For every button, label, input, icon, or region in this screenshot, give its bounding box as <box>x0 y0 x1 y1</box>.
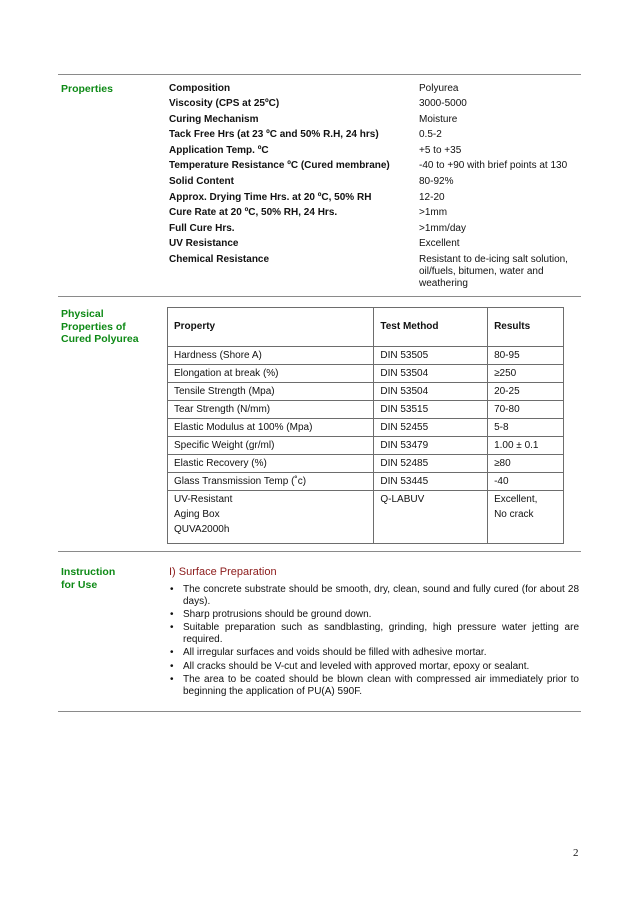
property-name: Approx. Drying Time Hrs. at 20 ºC, 50% RH <box>169 192 372 203</box>
bottom-rule <box>58 711 581 712</box>
cell-line: No crack <box>494 509 534 520</box>
cell-property: Glass Transmission Temp (˚c) <box>168 473 374 491</box>
cell-line: QUVA2000h <box>174 524 230 535</box>
cell-property: Tensile Strength (Mpa) <box>168 383 374 401</box>
property-name: Full Cure Hrs. <box>169 223 235 234</box>
list-item <box>169 584 579 608</box>
property-name: Temperature Resistance ºC (Cured membrane) <box>169 160 390 171</box>
surface-preparation-list <box>169 584 579 699</box>
cell-result: 70-80 <box>488 401 564 419</box>
cell-result: -40 <box>488 473 564 491</box>
physical-title-line: Physical <box>61 308 104 320</box>
table-row <box>168 419 564 437</box>
list-item-text: Suitable preparation such as sandblasting, grinding, high pressure water jetting are required. <box>183 622 579 646</box>
instruction-title-line: Instruction <box>61 566 116 578</box>
cell-result: 80-95 <box>488 347 564 365</box>
rule-after-physical <box>58 551 581 552</box>
cell-result: ≥250 <box>488 365 564 383</box>
cell-test-method: DIN 53515 <box>374 401 488 419</box>
list-item-text: All irregular surfaces and voids should be filled with adhesive mortar. <box>183 647 487 659</box>
instruction-section-title <box>61 566 115 591</box>
property-value: 3000-5000 <box>419 98 467 109</box>
cell-result: ≥80 <box>488 455 564 473</box>
properties-section-title: Properties <box>61 83 113 95</box>
cell-property: Elongation at break (%) <box>168 365 374 383</box>
top-rule <box>58 74 581 75</box>
table-row <box>168 437 564 455</box>
cell-test-method <box>374 491 488 544</box>
property-value: Polyurea <box>419 83 459 94</box>
property-name: Chemical Resistance <box>169 254 270 265</box>
table-header-row <box>168 308 564 347</box>
table-row <box>168 383 564 401</box>
cell-test-method: DIN 53505 <box>374 347 488 365</box>
cell-property <box>168 491 374 544</box>
cell-property: Elastic Recovery (%) <box>168 455 374 473</box>
property-value: >1mm/day <box>419 223 466 234</box>
physical-title-line: Properties of <box>61 320 126 333</box>
property-value: -40 to +90 with brief points at 130 <box>419 160 568 171</box>
list-item-text: Sharp protrusions should be ground down. <box>183 609 372 621</box>
property-name: UV Resistance <box>169 238 239 249</box>
property-name: Solid Content <box>169 176 234 187</box>
table-row <box>168 365 564 383</box>
instruction-title-line: for Use <box>61 578 98 591</box>
property-value: Moisture <box>419 114 458 125</box>
property-value: Resistant to de-icing salt solution, oil/fuels, bitumen, water and weathering <box>419 254 568 289</box>
bullet-icon: • <box>170 674 174 686</box>
table-row <box>168 491 564 544</box>
physical-section-title <box>61 308 139 346</box>
cell-line: Aging Box <box>174 509 220 520</box>
cell-test-method: DIN 53445 <box>374 473 488 491</box>
list-item <box>169 622 579 646</box>
table-row <box>168 455 564 473</box>
table-row <box>168 401 564 419</box>
cell-result <box>488 491 564 544</box>
page-number: 2 <box>573 847 579 859</box>
cell-property: Hardness (Shore A) <box>168 347 374 365</box>
property-value: 12-20 <box>419 192 445 203</box>
cell-test-method: DIN 53504 <box>374 383 488 401</box>
property-value: 0.5-2 <box>419 129 442 140</box>
cell-line: UV-Resistant <box>174 494 233 505</box>
property-name: Tack Free Hrs (at 23 ºC and 50% R.H, 24 hrs) <box>169 129 379 140</box>
bullet-icon: • <box>170 660 174 672</box>
cell-test-method: DIN 52455 <box>374 419 488 437</box>
list-item <box>169 647 579 659</box>
bullet-icon: • <box>170 609 174 621</box>
list-item <box>169 674 579 698</box>
cell-property: Elastic Modulus at 100% (Mpa) <box>168 419 374 437</box>
table-row <box>168 347 564 365</box>
cell-property: Tear Strength (N/mm) <box>168 401 374 419</box>
cell-property: Specific Weight (gr/ml) <box>168 437 374 455</box>
list-item-text: The concrete substrate should be smooth, dry, clean, sound and fully cured (for about 28 days). <box>183 584 579 607</box>
bullet-icon: • <box>170 622 174 634</box>
cell-result: 1.00 ± 0.1 <box>488 437 564 455</box>
rule-after-properties <box>58 296 581 297</box>
header-property: Property <box>168 308 374 347</box>
cell-test-method: DIN 53504 <box>374 365 488 383</box>
cell-line: Excellent, <box>494 494 538 505</box>
cell-result: 5-8 <box>488 419 564 437</box>
header-results: Results <box>488 308 564 347</box>
physical-properties-table <box>167 307 564 544</box>
property-value: 80-92% <box>419 176 454 187</box>
bullet-icon: • <box>170 584 174 595</box>
list-item <box>169 661 579 673</box>
cell-line: Q-LABUV <box>380 494 425 505</box>
header-test-method: Test Method <box>374 308 488 347</box>
property-name: Curing Mechanism <box>169 114 259 125</box>
bullet-icon: • <box>170 647 174 659</box>
property-value: >1mm <box>419 207 448 218</box>
cell-test-method: DIN 53479 <box>374 437 488 455</box>
surface-preparation-heading: I) Surface Preparation <box>169 566 277 578</box>
property-value: +5 to +35 <box>419 145 462 156</box>
list-item-text: All cracks should be V-cut and leveled with approved mortar, epoxy or sealant. <box>183 660 530 672</box>
property-name: Composition <box>169 83 231 94</box>
property-name: Viscosity (CPS at 25ºC) <box>169 98 280 109</box>
list-item <box>169 609 579 621</box>
property-value: Excellent <box>419 238 460 249</box>
physical-title-line: Cured Polyurea <box>61 333 139 345</box>
property-name: Cure Rate at 20 ºC, 50% RH, 24 Hrs. <box>169 207 338 218</box>
list-item-text: The area to be coated should be blown clean with compressed air immediately prior to beginning the application of PU(A) 590F. <box>183 674 579 697</box>
cell-test-method: DIN 52485 <box>374 455 488 473</box>
table-row <box>168 473 564 491</box>
property-name: Application Temp. ºC <box>169 145 269 156</box>
cell-result: 20-25 <box>488 383 564 401</box>
